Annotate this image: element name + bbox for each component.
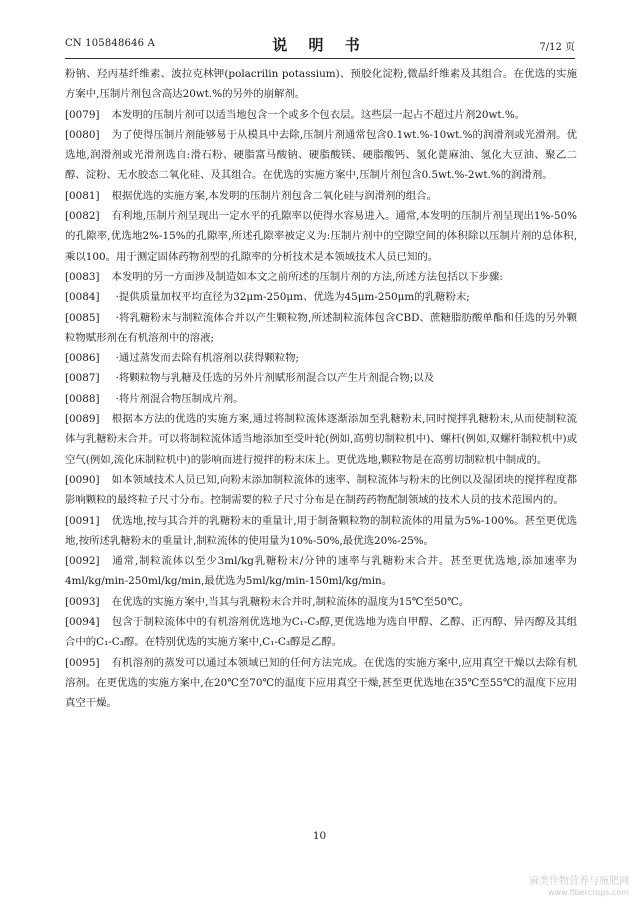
paragraph-number: [0084]	[65, 291, 100, 304]
paragraph-number: [0089]	[65, 413, 100, 426]
paragraph-0079	[65, 105, 577, 125]
watermark-site-name: 麻类作物营养与施肥网	[529, 876, 629, 887]
header-rule	[65, 58, 575, 59]
document-body	[65, 64, 577, 714]
paragraph-number: [0088]	[65, 392, 100, 405]
paragraph-number: [0080]	[65, 128, 100, 141]
paragraph-0095	[65, 653, 577, 714]
paragraph-text: 根据本方法的优选的实施方案,通过将制粒流体逐渐添加至乳糖粉末,同时搅拌乳糖粉末,从而使制粒流体与乳糖粉末合并。可以将制粒流体适当地添加至受叶轮(例如,高剪切制粒机中)、螺杆(例如,双螺杆制粒机中)或空气(例如,流化床制粒机中)的影响而进行搅拌的粉末床上。更优选地,颗粒物是在高剪切制粒机中制成的。	[65, 413, 577, 466]
paragraph-0086	[65, 348, 577, 368]
paragraph-0087	[65, 368, 577, 388]
paragraph-text: 本发明的压制片剂可以适当地包含一个或多个包衣层。这些层一起占不超过片剂20wt.%。	[111, 108, 526, 121]
paragraph-text: 包含于制粒流体中的有机溶剂优选地为C₁-C₃醇,更优选地为选自甲醇、乙醇、正丙醇、异丙醇及其组合中的C₁-C₃醇。在特别优选的实施方案中,C₁-C₃醇是乙醇。	[65, 616, 577, 649]
page-indicator: 7/12 页	[539, 42, 575, 53]
paragraph-text: 为了使得压制片剂能够易于从模具中去除,压制片剂通常包含0.1wt.%-10wt.%的润滑剂或光滑剂。优选地,润滑剂或光滑剂选自:滑石粉、硬脂富马酸钠、硬脂酸镁、硬脂酸钙、氢化蓖麻油、氢化大豆油、聚乙二醇、淀粉、无水胶态二氧化硅、及其组合。在优选的实施方案中,压制片剂包含0.5wt.%-2wt.%的润滑剂。	[65, 128, 577, 182]
bullet-text: ·将乳糖粉末与制粒流体合并以产生颗粒物,所述制粒流体包含CBD、蔗糖脂肪酸单酯和任选的另外颗粒物赋形剂在有机溶剂中的溶液;	[65, 311, 577, 344]
paragraph-number: [0087]	[65, 372, 100, 385]
bullet-text: ·提供质量加权平均直径为32μm-250μm、优选为45μm-250μm的乳糖粉末;	[115, 291, 470, 304]
paragraph-number: [0093]	[65, 595, 100, 608]
paragraph-0088	[65, 389, 577, 409]
patent-number: CN 105848646 A	[65, 38, 156, 49]
paragraph-0092	[65, 551, 577, 592]
paragraph-0084	[65, 287, 577, 307]
paragraph-0085	[65, 308, 577, 349]
paragraph-number: [0086]	[65, 352, 100, 365]
paragraph-0080	[65, 125, 577, 186]
document-title: 说 明 书	[272, 36, 368, 54]
paragraph-text: 在优选的实施方案中,当其与乳糖粉末合并时,制粒流体的温度为15℃至50℃。	[111, 595, 470, 608]
page-number: 10	[312, 830, 327, 842]
paragraph-number: [0079]	[65, 108, 100, 121]
bullet-text: ·通过蒸发而去除有机溶剂以获得颗粒物;	[115, 352, 300, 365]
bullet-text: ·将颗粒物与乳糖及任选的另外片剂赋形剂混合以产生片剂混合物;以及	[115, 372, 435, 385]
paragraph-text: 有机溶剂的蒸发可以通过本领域已知的任何方法完成。在优选的实施方案中,应用真空干燥以去除有机溶剂。在更优选的实施方案中,在20℃至70℃的温度下应用真空干燥,甚至更优选地在35℃至55℃的温度下应用真空干燥。	[65, 656, 577, 710]
paragraph-number: [0083]	[65, 270, 100, 283]
paragraph-text: 如本领域技术人员已知,向粉末添加制粒流体的速率、制粒流体与粉末的比例以及湿团块的搅拌程度都影响颗粒的最终粒子尺寸分布。控制需要的粒子尺寸分布是在制药药物配制领域的技术人员的技术范围内的。	[65, 473, 577, 507]
bullet-text: ·将片剂混合物压制成片剂。	[115, 392, 244, 405]
paragraph-number: [0085]	[65, 311, 100, 324]
watermark-url: www.fibercrops.com	[548, 888, 629, 897]
paragraph-number: [0082]	[65, 210, 100, 223]
paragraph-number: [0091]	[65, 514, 100, 527]
page-header	[65, 34, 575, 56]
paragraph-number: [0092]	[65, 555, 100, 568]
paragraph-text: 粉钠、羟丙基纤维素、波拉克林钾(polacrilin potassium)、预胶化淀粉,微晶纤维素及其组合。在优选的实施方案中,压制片剂包含高达20wt.%的另外的崩解剂。	[65, 68, 577, 101]
paragraph-0089	[65, 409, 577, 470]
watermark	[529, 876, 629, 898]
paragraph-text: 通常,制粒流体以至少3ml/kg乳糖粉末/分钟的速率与乳糖粉末合并。甚至更优选地,添加速率为4ml/kg/min-250ml/kg/min,最优选为5ml/kg/min-150ml/kg/min。	[65, 555, 577, 588]
paragraph-0094	[65, 612, 577, 653]
paragraph-number: [0094]	[65, 616, 100, 629]
paragraph-number: [0090]	[65, 473, 100, 486]
paragraph-0083	[65, 267, 577, 287]
paragraph-text: 优选地,按与其合并的乳糖粉末的重量计,用于制备颗粒物的制粒流体的用量为5%-100%。甚至更优选地,按所述乳糖粉末的重量计,制粒流体的使用量为10%-50%,最优选20%-25%。	[65, 514, 577, 547]
paragraph-number: [0095]	[65, 656, 100, 669]
paragraph-text: 本发明的另一方面涉及制造如本文之前所述的压制片剂的方法,所述方法包括以下步骤:	[111, 270, 503, 283]
paragraph-number: [0081]	[65, 189, 100, 202]
paragraph-text: 有利地,压制片剂呈现出一定水平的孔隙率以使得水容易进入。通常,本发明的压制片剂呈现出1%-50%的孔隙率,优选地2%-15%的孔隙率,所述孔隙率被定义为:压制片剂中的空隙空间的体积除以压制片剂的总体积,乘以100。用于测定固体药物剂型的孔隙率的分析技术是本领域技术人员已知的。	[65, 210, 577, 263]
paragraph-text: 根据优选的实施方案,本发明的压制片剂包含二氧化硅与润滑剂的组合。	[111, 189, 437, 202]
paragraph-0091	[65, 511, 577, 552]
paragraph-0090	[65, 470, 577, 511]
paragraph-0082	[65, 206, 577, 267]
paragraph-0093	[65, 592, 577, 612]
paragraph-0081	[65, 186, 577, 206]
paragraph-continued	[65, 64, 577, 105]
